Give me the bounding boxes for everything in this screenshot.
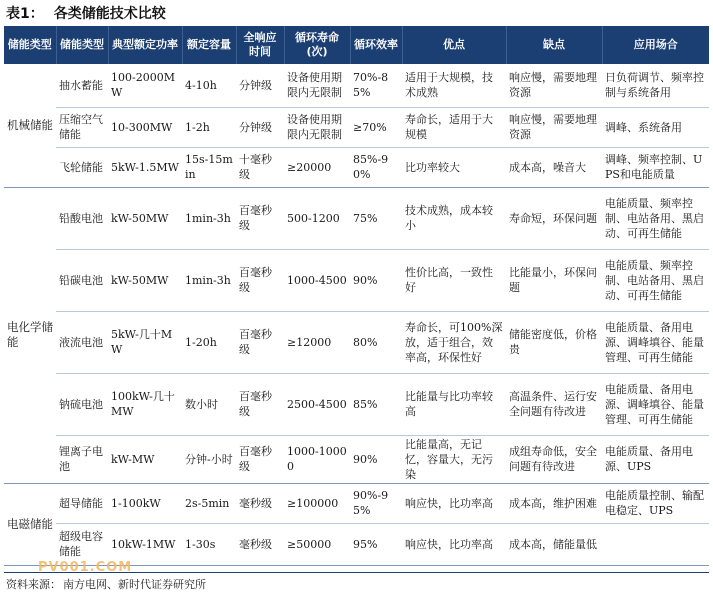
table-cell: 适用于大规模，技术成熟 bbox=[402, 64, 506, 107]
table-cell: kW-MW bbox=[108, 435, 182, 483]
table-cell: ≥12000 bbox=[284, 311, 350, 373]
table-cell: 百毫秒级 bbox=[236, 249, 284, 311]
header-cell: 循环效率 bbox=[350, 26, 402, 64]
table-cell: 2500-4500 bbox=[284, 373, 350, 435]
table-cell: 高温条件、运行安全问题有待改进 bbox=[506, 373, 602, 435]
table-cell: 比能量与比功率较高 bbox=[402, 373, 506, 435]
table-cell: 15s-15min bbox=[182, 147, 236, 187]
header-cell: 储能类型 bbox=[56, 26, 108, 64]
table-cell: 超级电容储能 bbox=[56, 523, 108, 565]
table-cell: 电能质量、备用电源、UPS bbox=[602, 435, 709, 483]
table-cell: 2s-5min bbox=[182, 483, 236, 523]
table-cell: 飞轮储能 bbox=[56, 147, 108, 187]
table-row bbox=[4, 373, 709, 435]
header-cell: 缺点 bbox=[506, 26, 602, 64]
table-cell: 95% bbox=[350, 523, 402, 565]
table-cell: 100-2000MW bbox=[108, 64, 182, 107]
table-cell: 90%-95% bbox=[350, 483, 402, 523]
table-cell: 设备使用期限内无限制 bbox=[284, 64, 350, 107]
header-cell: 应用场合 bbox=[602, 26, 709, 64]
category-cell: 电化学储能 bbox=[4, 187, 56, 483]
table-cell: 成本高，噪音大 bbox=[506, 147, 602, 187]
table-cell: 百毫秒级 bbox=[236, 373, 284, 435]
table-cell: 数小时 bbox=[182, 373, 236, 435]
table-cell: ≥70% bbox=[350, 107, 402, 147]
table-cell: ≥100000 bbox=[284, 483, 350, 523]
table-cell: 电能质量、备用电源、调峰填谷、能量管理、可再生储能 bbox=[602, 373, 709, 435]
table-cell: 百毫秒级 bbox=[236, 187, 284, 249]
table-cell: 1000-10000 bbox=[284, 435, 350, 483]
table-cell: 响应快，比功率高 bbox=[402, 483, 506, 523]
table-cell: ≥20000 bbox=[284, 147, 350, 187]
category-cell: 电磁储能 bbox=[4, 483, 56, 565]
table-cell: 分钟级 bbox=[236, 107, 284, 147]
table-cell: 1-100kW bbox=[108, 483, 182, 523]
table-cell: 1min-3h bbox=[182, 249, 236, 311]
table-cell: 毫秒级 bbox=[236, 483, 284, 523]
table-cell: 80% bbox=[350, 311, 402, 373]
header-row bbox=[4, 26, 709, 64]
table-cell: 10-300MW bbox=[108, 107, 182, 147]
table-row bbox=[4, 147, 709, 187]
table-cell: 寿命长，可100%深放，适于组合，效率高，环保性好 bbox=[402, 311, 506, 373]
table-cell: 抽水蓄能 bbox=[56, 64, 108, 107]
table-cell: 1000-4500 bbox=[284, 249, 350, 311]
table-cell: 寿命长，适用于大规模 bbox=[402, 107, 506, 147]
table-cell: 75% bbox=[350, 187, 402, 249]
source-label: 资料来源： bbox=[6, 578, 61, 591]
table-cell: 90% bbox=[350, 249, 402, 311]
table-cell: 成本高，维护困难 bbox=[506, 483, 602, 523]
table-row bbox=[4, 483, 709, 523]
table-cell: 锂离子电池 bbox=[56, 435, 108, 483]
table-cell: 响应慢，需要地理资源 bbox=[506, 64, 602, 107]
table-cell: 比能量小，环保问题 bbox=[506, 249, 602, 311]
table-cell: 超导储能 bbox=[56, 483, 108, 523]
source-text: 南方电网、新时代证券研究所 bbox=[63, 578, 206, 591]
table-number: 表1： bbox=[6, 6, 44, 22]
table-cell: 响应慢，需要地理资源 bbox=[506, 107, 602, 147]
storage-comparison-table bbox=[4, 26, 709, 566]
source-note bbox=[6, 576, 206, 592]
table-cell: 铅碳电池 bbox=[56, 249, 108, 311]
table-row bbox=[4, 187, 709, 249]
table-cell: 1-2h bbox=[182, 107, 236, 147]
table-cell: kW-50MW bbox=[108, 249, 182, 311]
table-cell: 5kW-1.5MW bbox=[108, 147, 182, 187]
table-row bbox=[4, 311, 709, 373]
table-cell: 1-30s bbox=[182, 523, 236, 565]
table-cell: 百毫秒级 bbox=[236, 435, 284, 483]
table-cell: 10kW-1MW bbox=[108, 523, 182, 565]
table-cell: 100kW-几十MW bbox=[108, 373, 182, 435]
table-cell: 85%-90% bbox=[350, 147, 402, 187]
table-cell: 电能质量控制、输配电稳定、UPS bbox=[602, 483, 709, 523]
table-cell: 毫秒级 bbox=[236, 523, 284, 565]
table-cell: 钠硫电池 bbox=[56, 373, 108, 435]
table-row bbox=[4, 435, 709, 483]
table-cell: 5kW-几十MW bbox=[108, 311, 182, 373]
header-cell: 优点 bbox=[402, 26, 506, 64]
table-cell: 储能密度低，价格贵 bbox=[506, 311, 602, 373]
table-cell: 压缩空气储能 bbox=[56, 107, 108, 147]
table-cell: ≥50000 bbox=[284, 523, 350, 565]
table-cell: 百毫秒级 bbox=[236, 311, 284, 373]
table-cell: 成组寿命低，安全问题有待改进 bbox=[506, 435, 602, 483]
header-cell: 额定容量 bbox=[182, 26, 236, 64]
table-row bbox=[4, 249, 709, 311]
table-title-text: 各类储能技术比较 bbox=[53, 6, 166, 22]
header-cell: 循环寿命(次) bbox=[284, 26, 350, 64]
table-cell: 电能质量、频率控制、电站备用、黑启动、可再生储能 bbox=[602, 249, 709, 311]
table-cell: 90% bbox=[350, 435, 402, 483]
header-cell: 储能类型 bbox=[4, 26, 56, 64]
table-cell: 分钟-小时 bbox=[182, 435, 236, 483]
table-cell: kW-50MW bbox=[108, 187, 182, 249]
table-cell: 设备使用期限内无限制 bbox=[284, 107, 350, 147]
table-cell: 铅酸电池 bbox=[56, 187, 108, 249]
table-cell: 比功率较大 bbox=[402, 147, 506, 187]
header-cell: 全响应时间 bbox=[236, 26, 284, 64]
table-cell: 70%-85% bbox=[350, 64, 402, 107]
table-cell: 响应快，比功率高 bbox=[402, 523, 506, 565]
table-title bbox=[6, 3, 166, 23]
table-cell: 分钟级 bbox=[236, 64, 284, 107]
table-cell: 十毫秒级 bbox=[236, 147, 284, 187]
table-row bbox=[4, 523, 709, 565]
table-cell: 技术成熟，成本较小 bbox=[402, 187, 506, 249]
table-cell: 调峰、系统备用 bbox=[602, 107, 709, 147]
table-cell: 性价比高，一致性好 bbox=[402, 249, 506, 311]
table-row bbox=[4, 64, 709, 107]
table-cell: 电能质量、频率控制、电站备用、黑启动、可再生储能 bbox=[602, 187, 709, 249]
watermark: PV001.COM bbox=[38, 560, 133, 575]
table-cell: 调峰、频率控制、UPS和电能质量 bbox=[602, 147, 709, 187]
table-cell: 成本高，储能量低 bbox=[506, 523, 602, 565]
category-cell: 机械储能 bbox=[4, 64, 56, 187]
table-cell: 1-20h bbox=[182, 311, 236, 373]
table-cell: 1min-3h bbox=[182, 187, 236, 249]
table-cell: 4-10h bbox=[182, 64, 236, 107]
table-cell: 电能质量、备用电源、调峰填谷、能量管理、可再生储能 bbox=[602, 311, 709, 373]
table-cell: 500-1200 bbox=[284, 187, 350, 249]
table-cell: 液流电池 bbox=[56, 311, 108, 373]
table-row bbox=[4, 107, 709, 147]
header-cell: 典型额定功率 bbox=[108, 26, 182, 64]
table-cell: 85% bbox=[350, 373, 402, 435]
table-cell: 寿命短，环保问题 bbox=[506, 187, 602, 249]
table-cell bbox=[602, 523, 709, 565]
table-cell: 比能量高，无记忆，容量大，无污染 bbox=[402, 435, 506, 483]
table-cell: 日负荷调节、频率控制与系统备用 bbox=[602, 64, 709, 107]
